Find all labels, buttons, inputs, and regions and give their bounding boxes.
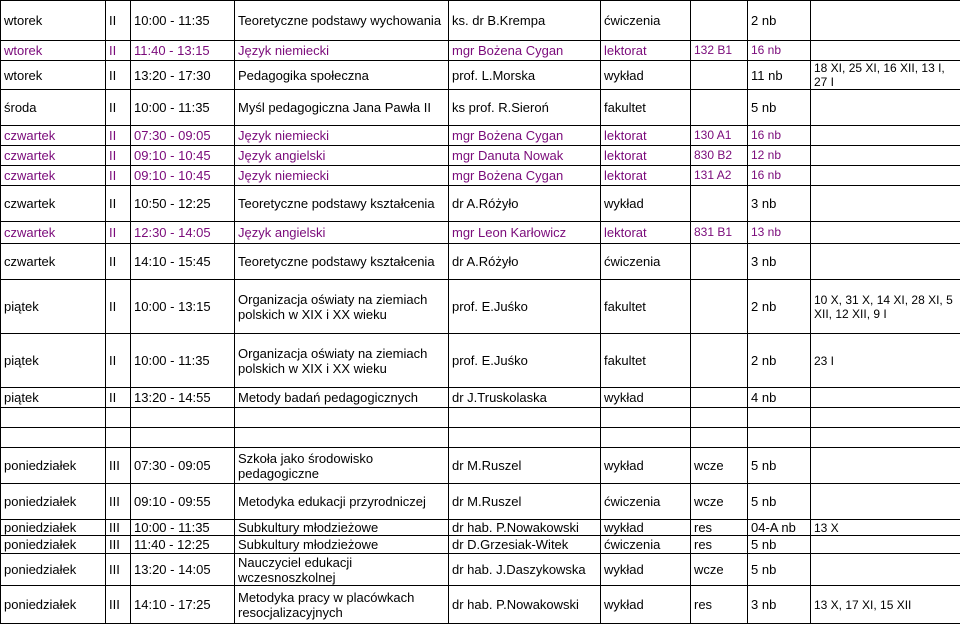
form-cell: wykład: [601, 448, 691, 484]
notes-cell: [811, 388, 960, 408]
notes-cell: [811, 1, 960, 41]
form-cell: fakultet: [601, 280, 691, 334]
hours-cell: 12 nb: [748, 146, 811, 166]
table-row: [1, 90, 960, 126]
notes-cell: [811, 186, 960, 222]
hours-cell: [748, 428, 811, 448]
hours-cell: 2 nb: [748, 1, 811, 41]
hours-cell: 2 nb: [748, 334, 811, 388]
year-cell: [106, 408, 131, 428]
year-cell: II: [106, 41, 131, 61]
time-cell: 13:20 - 17:30: [131, 61, 235, 90]
time-cell: 10:50 - 12:25: [131, 186, 235, 222]
day-cell: środa: [1, 90, 106, 126]
room-cell: [691, 408, 748, 428]
hours-cell: [748, 408, 811, 428]
form-cell: ćwiczenia: [601, 484, 691, 520]
table-row: [1, 244, 960, 280]
time-cell: 10:00 - 11:35: [131, 1, 235, 41]
form-cell: wykład: [601, 586, 691, 624]
subject-cell: [235, 408, 449, 428]
day-cell: poniedziałek: [1, 484, 106, 520]
time-cell: 14:10 - 17:25: [131, 586, 235, 624]
time-cell: 13:20 - 14:55: [131, 388, 235, 408]
table-row: [1, 186, 960, 222]
time-cell: 12:30 - 14:05: [131, 222, 235, 244]
table-row: [1, 61, 960, 90]
table-row: [1, 166, 960, 186]
year-cell: II: [106, 166, 131, 186]
hours-cell: 3 nb: [748, 244, 811, 280]
room-cell: [691, 1, 748, 41]
teacher-cell: dr A.Różyło: [449, 244, 601, 280]
room-cell: res: [691, 536, 748, 554]
form-cell: ćwiczenia: [601, 536, 691, 554]
room-cell: 131 A2: [691, 166, 748, 186]
day-cell: czwartek: [1, 126, 106, 146]
form-cell: fakultet: [601, 334, 691, 388]
table-row: [1, 146, 960, 166]
subject-cell: Język niemiecki: [235, 41, 449, 61]
subject-cell: Teoretyczne podstawy kształcenia: [235, 186, 449, 222]
year-cell: II: [106, 126, 131, 146]
subject-cell: Pedagogika społeczna: [235, 61, 449, 90]
notes-cell: 13 X: [811, 520, 960, 536]
teacher-cell: mgr Bożena Cygan: [449, 41, 601, 61]
notes-cell: [811, 166, 960, 186]
room-cell: 132 B1: [691, 41, 748, 61]
teacher-cell: prof. E.Juśko: [449, 334, 601, 388]
subject-cell: Myśl pedagogiczna Jana Pawła II: [235, 90, 449, 126]
notes-cell: [811, 126, 960, 146]
time-cell: [131, 428, 235, 448]
hours-cell: 4 nb: [748, 388, 811, 408]
notes-cell: [811, 244, 960, 280]
table-row: [1, 554, 960, 586]
day-cell: piątek: [1, 388, 106, 408]
subject-cell: Język angielski: [235, 222, 449, 244]
table-row: [1, 408, 960, 428]
table-row: [1, 41, 960, 61]
notes-cell: [811, 222, 960, 244]
year-cell: III: [106, 520, 131, 536]
form-cell: fakultet: [601, 90, 691, 126]
form-cell: [601, 428, 691, 448]
teacher-cell: dr hab. P.Nowakowski: [449, 586, 601, 624]
year-cell: II: [106, 334, 131, 388]
day-cell: poniedziałek: [1, 536, 106, 554]
time-cell: 10:00 - 11:35: [131, 334, 235, 388]
teacher-cell: dr hab. J.Daszykowska: [449, 554, 601, 586]
teacher-cell: mgr Leon Karłowicz: [449, 222, 601, 244]
day-cell: [1, 428, 106, 448]
teacher-cell: dr M.Ruszel: [449, 484, 601, 520]
teacher-cell: prof. E.Juśko: [449, 280, 601, 334]
table-row: [1, 388, 960, 408]
teacher-cell: dr hab. P.Nowakowski: [449, 520, 601, 536]
room-cell: wcze: [691, 484, 748, 520]
form-cell: lektorat: [601, 41, 691, 61]
table-row: [1, 586, 960, 624]
year-cell: III: [106, 484, 131, 520]
year-cell: II: [106, 90, 131, 126]
year-cell: II: [106, 146, 131, 166]
time-cell: 14:10 - 15:45: [131, 244, 235, 280]
notes-cell: 10 X, 31 X, 14 XI, 28 XI, 5 XII, 12 XII, 9 I: [811, 280, 960, 334]
room-cell: res: [691, 586, 748, 624]
form-cell: ćwiczenia: [601, 1, 691, 41]
notes-cell: [811, 41, 960, 61]
year-cell: [106, 428, 131, 448]
hours-cell: 2 nb: [748, 280, 811, 334]
subject-cell: Subkultury młodzieżowe: [235, 536, 449, 554]
year-cell: II: [106, 244, 131, 280]
table-row: [1, 280, 960, 334]
time-cell: 07:30 - 09:05: [131, 448, 235, 484]
form-cell: wykład: [601, 61, 691, 90]
form-cell: lektorat: [601, 222, 691, 244]
subject-cell: Metodyka edukacji przyrodniczej: [235, 484, 449, 520]
hours-cell: 3 nb: [748, 186, 811, 222]
form-cell: wykład: [601, 388, 691, 408]
room-cell: wcze: [691, 554, 748, 586]
form-cell: ćwiczenia: [601, 244, 691, 280]
year-cell: III: [106, 554, 131, 586]
time-cell: 07:30 - 09:05: [131, 126, 235, 146]
day-cell: czwartek: [1, 186, 106, 222]
notes-cell: [811, 408, 960, 428]
hours-cell: 5 nb: [748, 554, 811, 586]
year-cell: II: [106, 186, 131, 222]
hours-cell: 16 nb: [748, 126, 811, 146]
time-cell: 10:00 - 11:35: [131, 520, 235, 536]
time-cell: 10:00 - 13:15: [131, 280, 235, 334]
teacher-cell: [449, 408, 601, 428]
room-cell: [691, 90, 748, 126]
year-cell: II: [106, 61, 131, 90]
day-cell: poniedziałek: [1, 448, 106, 484]
subject-cell: Język niemiecki: [235, 126, 449, 146]
form-cell: wykład: [601, 186, 691, 222]
year-cell: II: [106, 1, 131, 41]
teacher-cell: dr A.Różyło: [449, 186, 601, 222]
subject-cell: Język niemiecki: [235, 166, 449, 186]
subject-cell: Metody badań pedagogicznych: [235, 388, 449, 408]
time-cell: 13:20 - 14:05: [131, 554, 235, 586]
table-row: [1, 126, 960, 146]
time-cell: 11:40 - 13:15: [131, 41, 235, 61]
notes-cell: 23 I: [811, 334, 960, 388]
notes-cell: 13 X, 17 XI, 15 XII: [811, 586, 960, 624]
room-cell: [691, 186, 748, 222]
year-cell: II: [106, 222, 131, 244]
subject-cell: [235, 428, 449, 448]
notes-cell: [811, 90, 960, 126]
table-row: [1, 448, 960, 484]
year-cell: III: [106, 586, 131, 624]
hours-cell: 16 nb: [748, 166, 811, 186]
subject-cell: Nauczyciel edukacji wczesnoszkolnej: [235, 554, 449, 586]
hours-cell: 16 nb: [748, 41, 811, 61]
year-cell: II: [106, 280, 131, 334]
hours-cell: 13 nb: [748, 222, 811, 244]
form-cell: wykład: [601, 520, 691, 536]
subject-cell: Organizacja oświaty na ziemiach polskich w XIX i XX wieku: [235, 334, 449, 388]
form-cell: lektorat: [601, 146, 691, 166]
day-cell: piątek: [1, 280, 106, 334]
subject-cell: Subkultury młodzieżowe: [235, 520, 449, 536]
time-cell: 09:10 - 10:45: [131, 146, 235, 166]
day-cell: [1, 408, 106, 428]
hours-cell: 04-A nb: [748, 520, 811, 536]
room-cell: 831 B1: [691, 222, 748, 244]
hours-cell: 5 nb: [748, 448, 811, 484]
table-row: [1, 484, 960, 520]
day-cell: czwartek: [1, 222, 106, 244]
table-row: [1, 428, 960, 448]
hours-cell: 5 nb: [748, 484, 811, 520]
room-cell: wcze: [691, 448, 748, 484]
day-cell: czwartek: [1, 166, 106, 186]
day-cell: wtorek: [1, 61, 106, 90]
teacher-cell: prof. L.Morska: [449, 61, 601, 90]
notes-cell: [811, 536, 960, 554]
subject-cell: Teoretyczne podstawy wychowania: [235, 1, 449, 41]
hours-cell: 11 nb: [748, 61, 811, 90]
hours-cell: 3 nb: [748, 586, 811, 624]
subject-cell: Teoretyczne podstawy kształcenia: [235, 244, 449, 280]
room-cell: [691, 428, 748, 448]
hours-cell: 5 nb: [748, 90, 811, 126]
day-cell: piątek: [1, 334, 106, 388]
hours-cell: 5 nb: [748, 536, 811, 554]
year-cell: III: [106, 448, 131, 484]
subject-cell: Szkoła jako środowisko pedagogiczne: [235, 448, 449, 484]
room-cell: [691, 388, 748, 408]
room-cell: 130 A1: [691, 126, 748, 146]
day-cell: wtorek: [1, 1, 106, 41]
day-cell: poniedziałek: [1, 586, 106, 624]
year-cell: II: [106, 388, 131, 408]
time-cell: 10:00 - 11:35: [131, 90, 235, 126]
subject-cell: Język angielski: [235, 146, 449, 166]
table-row: [1, 520, 960, 536]
time-cell: 09:10 - 10:45: [131, 166, 235, 186]
time-cell: [131, 408, 235, 428]
day-cell: czwartek: [1, 244, 106, 280]
notes-cell: [811, 428, 960, 448]
notes-cell: [811, 484, 960, 520]
teacher-cell: dr J.Truskolaska: [449, 388, 601, 408]
teacher-cell: mgr Bożena Cygan: [449, 126, 601, 146]
subject-cell: Organizacja oświaty na ziemiach polskich w XIX i XX wieku: [235, 280, 449, 334]
time-cell: 09:10 - 09:55: [131, 484, 235, 520]
form-cell: lektorat: [601, 166, 691, 186]
teacher-cell: mgr Bożena Cygan: [449, 166, 601, 186]
time-cell: 11:40 - 12:25: [131, 536, 235, 554]
teacher-cell: [449, 428, 601, 448]
notes-cell: [811, 448, 960, 484]
room-cell: 830 B2: [691, 146, 748, 166]
teacher-cell: mgr Danuta Nowak: [449, 146, 601, 166]
table-row: [1, 536, 960, 554]
table-row: [1, 334, 960, 388]
teacher-cell: ks. dr B.Krempa: [449, 1, 601, 41]
teacher-cell: dr M.Ruszel: [449, 448, 601, 484]
year-cell: III: [106, 536, 131, 554]
table-row: [1, 1, 960, 41]
teacher-cell: ks prof. R.Sieroń: [449, 90, 601, 126]
day-cell: poniedziałek: [1, 554, 106, 586]
room-cell: [691, 61, 748, 90]
notes-cell: 18 XI, 25 XI, 16 XII, 13 I, 27 I: [811, 61, 960, 90]
subject-cell: Metodyka pracy w placówkach resocjalizacyjnych: [235, 586, 449, 624]
room-cell: [691, 334, 748, 388]
table-row: [1, 222, 960, 244]
day-cell: czwartek: [1, 146, 106, 166]
day-cell: wtorek: [1, 41, 106, 61]
room-cell: [691, 244, 748, 280]
notes-cell: [811, 554, 960, 586]
form-cell: [601, 408, 691, 428]
notes-cell: [811, 146, 960, 166]
room-cell: [691, 280, 748, 334]
day-cell: poniedziałek: [1, 520, 106, 536]
teacher-cell: dr D.Grzesiak-Witek: [449, 536, 601, 554]
room-cell: res: [691, 520, 748, 536]
form-cell: lektorat: [601, 126, 691, 146]
form-cell: wykład: [601, 554, 691, 586]
